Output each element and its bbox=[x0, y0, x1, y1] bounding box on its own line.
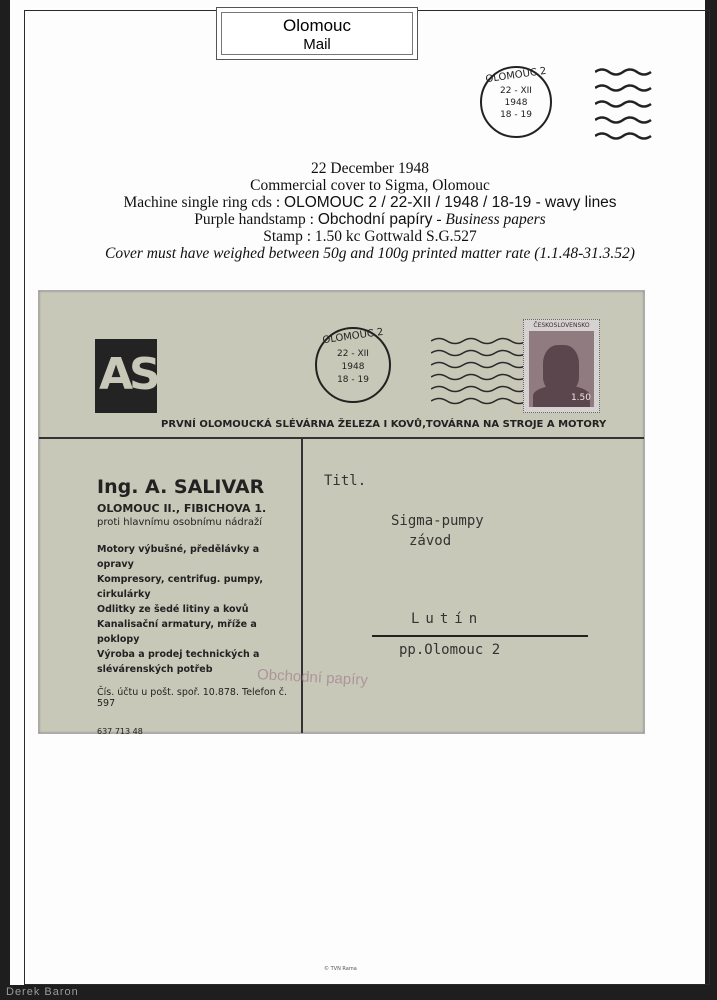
handstamp-dash: - bbox=[432, 211, 446, 228]
page-postmark-date: 22 - XII bbox=[500, 86, 532, 96]
cds-note: - wavy lines bbox=[531, 194, 617, 211]
sender-item: Kompresory, centrifug. pumpy, cirkulárky bbox=[97, 574, 264, 600]
handstamp-value: Obchodní papíry bbox=[317, 211, 433, 228]
sender-item: Výroba a prodej technických a slévárenských potřeb bbox=[97, 649, 260, 675]
recipient-line-1: Titl. bbox=[324, 473, 367, 489]
sender-code: 637 713 48 bbox=[97, 727, 143, 736]
cover-postmark-year: 1948 bbox=[341, 362, 365, 372]
logo-text: AS bbox=[99, 349, 157, 400]
description-cds bbox=[50, 194, 690, 211]
description-summary: Commercial cover to Sigma, Olomouc bbox=[250, 177, 490, 194]
recipient-line-4: Lutín bbox=[411, 611, 484, 627]
description-rate: Cover must have weighed between 50g and 100g printed matter rate (1.1.48-31.3.52) bbox=[105, 245, 635, 262]
sender-item: Odlitky ze šedé litiny a kovů bbox=[97, 604, 249, 615]
envelope bbox=[38, 290, 645, 734]
company-line: PRVNÍ OLOMOUCKÁ SLÉVÁRNA ŽELEZA I KOVŮ,TOVÁRNA NA STROJE A MOTORY bbox=[161, 419, 607, 430]
title-box bbox=[216, 7, 418, 60]
sender-item: Kanalisační armatury, mříže a poklopy bbox=[97, 619, 257, 645]
title-box-inner bbox=[221, 12, 413, 55]
recipient-line-3: závod bbox=[409, 533, 452, 549]
handstamp-translation: Business papers bbox=[445, 211, 546, 228]
page-postmark-town: OLOMOUC 2 bbox=[484, 65, 548, 86]
sender-note: proti hlavnímu osobnímu nádraží bbox=[97, 517, 263, 528]
recipient-address bbox=[39, 291, 644, 733]
description-stamp: Stamp : 1.50 kc Gottwald S.G.527 bbox=[263, 228, 477, 245]
cds-value: OLOMOUC 2 / 22-XII / 1948 / 18-19 bbox=[284, 194, 532, 211]
recipient-line-5: pp.Olomouc 2 bbox=[399, 642, 501, 658]
sender-name: Ing. A. SALIVAR bbox=[97, 476, 265, 498]
page-postmark-time: 18 - 19 bbox=[500, 110, 532, 120]
stamp-country: ČESKOSLOVENSKO bbox=[533, 322, 590, 329]
description-date: 22 December 1948 bbox=[311, 160, 429, 177]
page-postmark bbox=[480, 66, 552, 138]
page-subtitle: Mail bbox=[303, 36, 331, 53]
purple-handstamp: Obchodní papíry bbox=[256, 666, 369, 689]
description bbox=[50, 160, 690, 262]
description-handstamp bbox=[50, 211, 690, 228]
stamp-value: 1.50 bbox=[570, 393, 591, 403]
recipient-line-2: Sigma-pumpy bbox=[391, 513, 484, 529]
copyright-note: © TVN Rama bbox=[324, 966, 357, 972]
photo-credit: Derek Baron bbox=[6, 986, 79, 998]
page-wavy-lines bbox=[595, 66, 655, 146]
sender-item: Motory výbušné, předělávky a opravy bbox=[97, 544, 260, 570]
page-postmark-year: 1948 bbox=[504, 98, 528, 108]
handstamp-label: Purple handstamp : bbox=[194, 211, 318, 228]
cover-postmark-date: 22 - XII bbox=[337, 349, 369, 359]
recipient-underline bbox=[372, 635, 588, 637]
cover-postmark-time: 18 - 19 bbox=[337, 375, 369, 385]
sender-account: Čís. účtu u pošt. spoř. 10.878. Telefon č. 597 bbox=[97, 687, 287, 709]
page-title: Olomouc bbox=[282, 16, 352, 35]
cover-postmark-town: OLOMOUC 2 bbox=[321, 326, 385, 347]
sender-address: OLOMOUC II., FIBICHOVA 1. bbox=[97, 502, 267, 515]
cds-label: Machine single ring cds : bbox=[123, 194, 285, 211]
